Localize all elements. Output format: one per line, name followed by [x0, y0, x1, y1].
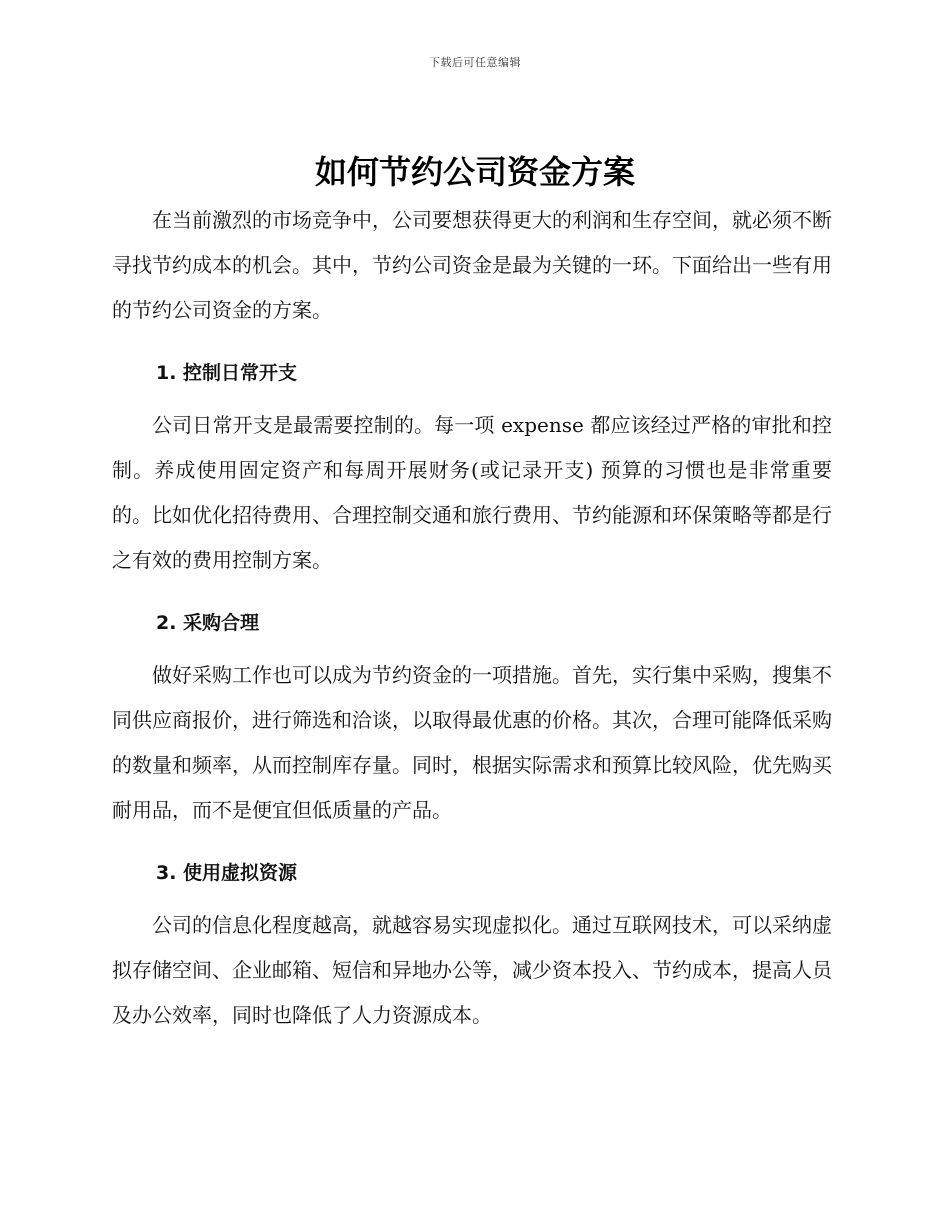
section-body-1: 公司日常开支是最需要控制的。每一项 expense 都应该经过严格的审批和控制。养成使用固定资产和每周开展财务(或记录开支) 预算的习惯也是非常重要的。比如优化招待费用、合理控制交通和旅行费用、节约能源和环保策略等都是行之有效的费用控制方案。 — [112, 413, 832, 572]
section-heading-1: 1. 控制日常开支 — [156, 362, 298, 384]
intro-paragraph: 在当前激烈的市场竞争中，公司要想获得更大的利润和生存空间，就必须不断寻找节约成本的机会。其中，节约公司资金是最为关键的一环。下面给出一些有用的节约公司资金的方案。 — [112, 208, 832, 322]
section-heading-3: 3. 使用虚拟资源 — [156, 862, 298, 884]
section-body-3: 公司的信息化程度越高，就越容易实现虚拟化。通过互联网技术，可以采纳虚拟存储空间、企业邮箱、短信和异地办公等，减少资本投入、节约成本，提高人员及办公效率，同时也降低了人力资源成本。 — [112, 913, 832, 1027]
section-heading-2: 2. 采购合理 — [156, 612, 260, 634]
document-title: 如何节约公司资金方案 — [314, 153, 635, 191]
header-note: 下载后可任意编辑 — [429, 56, 521, 69]
document-body — [112, 198, 832, 1038]
section-body-2: 做好采购工作也可以成为节约资金的一项措施。首先，实行集中采购，搜集不同供应商报价，进行筛选和洽谈，以取得最优惠的价格。其次，合理可能降低采购的数量和频率，从而控制库存量。同时，根据实际需求和预算比较风险，优先购买耐用品，而不是便宜但低质量的产品。 — [112, 663, 832, 822]
